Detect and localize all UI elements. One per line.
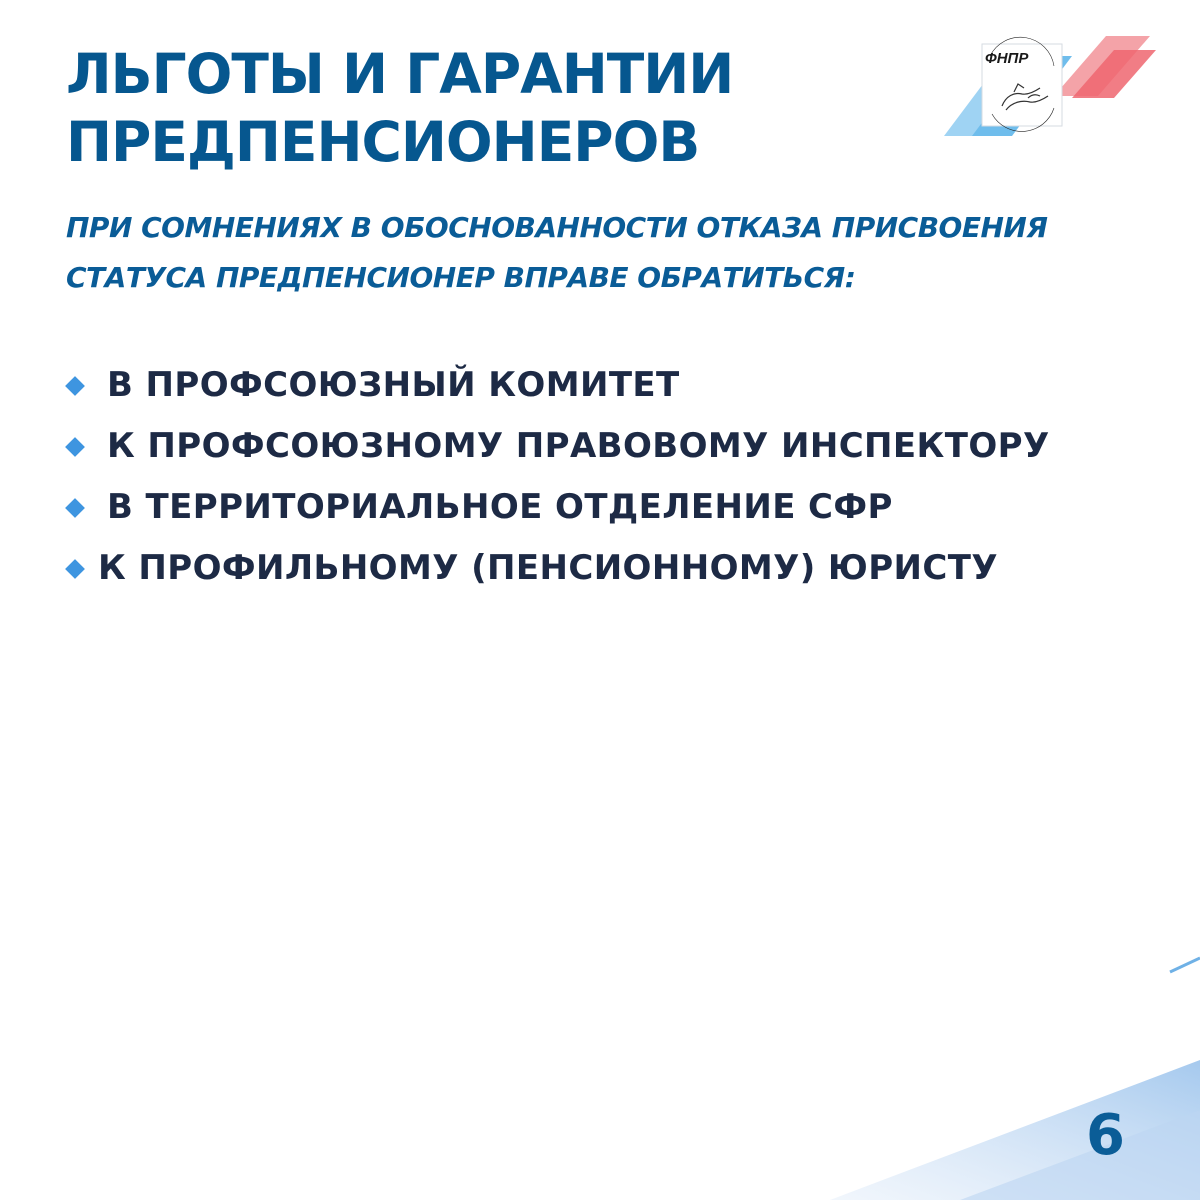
- subtitle-line: ПРИ СОМНЕНИЯХ В ОБОСНОВАННОСТИ ОТКАЗА ПРИСВОЕНИЯ: [66, 211, 1048, 244]
- list-item-label: К ПРОФИЛЬНОМУ (ПЕНСИОННОМУ) ЮРИСТУ: [98, 548, 998, 588]
- flag-stripes: [944, 36, 1156, 136]
- subtitle: [66, 203, 1116, 303]
- fnpr-logo: [944, 36, 1156, 136]
- title-line: ПРЕДПЕНСИОНЕРОВ: [66, 110, 700, 174]
- page-title: [66, 40, 733, 176]
- list-item-label: К ПРОФСОЮЗНОМУ ПРАВОВОМУ ИНСПЕКТОРУ: [107, 426, 1050, 466]
- list-item-label: В ТЕРРИТОРИАЛЬНОЕ ОТДЕЛЕНИЕ СФР: [107, 487, 893, 527]
- title-line: ЛЬГОТЫ И ГАРАНТИИ: [66, 42, 734, 106]
- list-item-label: В ПРОФСОЮЗНЫЙ КОМИТЕТ: [107, 365, 680, 405]
- page-number: 6: [1086, 1103, 1125, 1168]
- subtitle-line: СТАТУСА ПРЕДПЕНСИОНЕР ВПРАВЕ ОБРАТИТЬСЯ:: [66, 261, 856, 294]
- logo-label: ФНПР: [985, 50, 1029, 67]
